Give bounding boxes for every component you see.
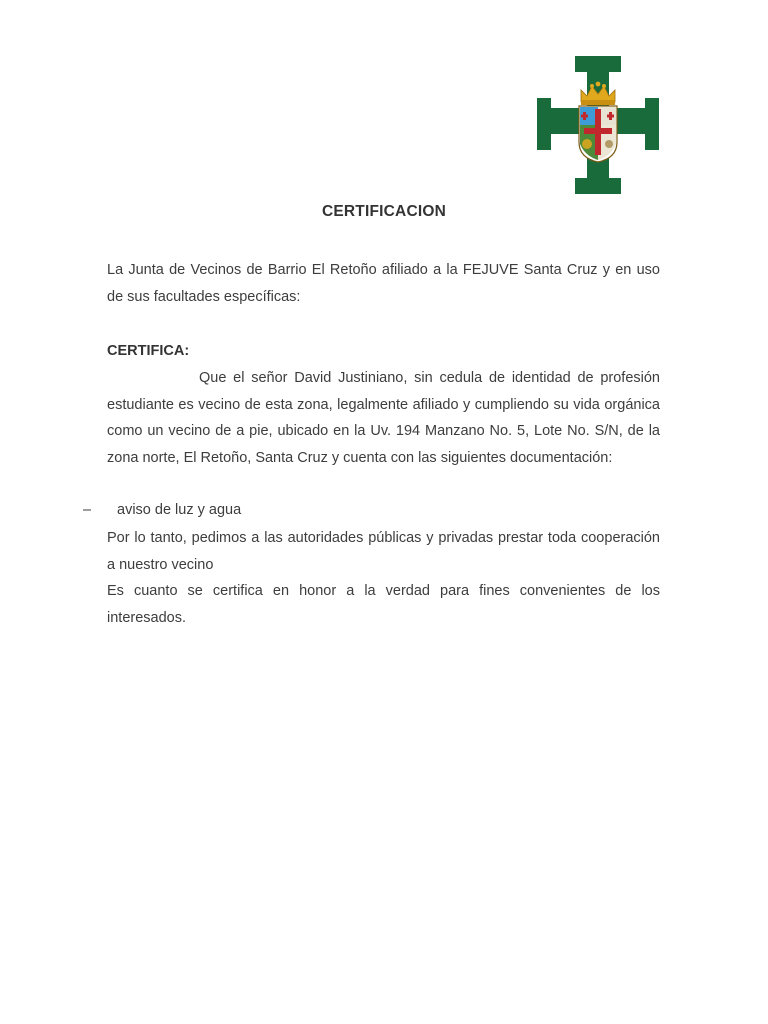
document-title: CERTIFICACION [321,203,446,220]
closing-paragraph-1 [107,525,660,578]
certifica-label: CERTIFICA: [107,343,190,359]
certifica-text: Que el señor David Justiniano, sin cedula de identidad de profesión estudiante es vecino de esta zona, legalmente afiliado y cumpliendo su vida orgánica como un vecino de a pie, ubicado en la Uv. 194 Manzano No. 5, Lote No. S/N, de la zona norte, El Retoño, Santa Cruz y cuenta con las siguientes documentación: [107,370,660,466]
dash-bullet: – [83,502,92,518]
list-item-text: aviso de luz y agua [117,502,242,518]
document-list-item [0,497,768,524]
intro-text: La Junta de Vecinos de Barrio El Retoño afiliado a la FEJUVE Santa Cruz y en uso de sus facultades específicas: [107,262,660,305]
intro-paragraph [107,257,660,310]
santa-cruz-emblem-icon [537,56,659,194]
certifica-paragraph [107,365,660,471]
closing-text-2: Es cuanto se certifica en honor a la verdad para fines convenientes de los interesados. [107,583,660,626]
closing-paragraph-2 [107,578,660,631]
closing-text-1: Por lo tanto, pedimos a las autoridades públicas y privadas prestar toda cooperación a nuestro vecino [107,530,660,573]
